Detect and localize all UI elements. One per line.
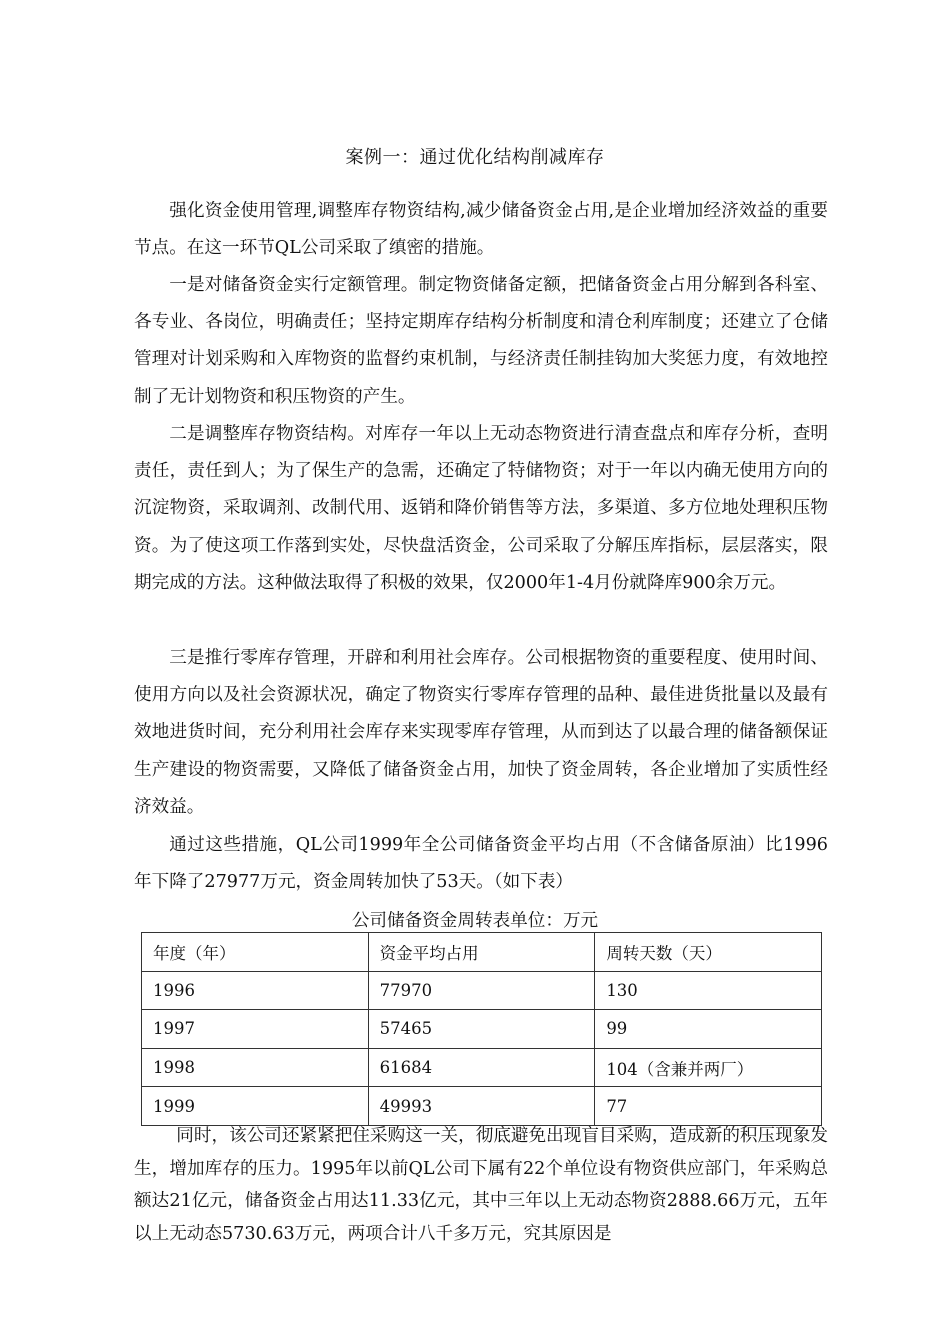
table-caption: 公司储备资金周转表单位：万元 [351, 911, 599, 931]
header-cell-avg-fund: 资金平均占用 [368, 933, 595, 972]
table-cell: 130 [595, 971, 822, 1010]
paragraph-6 [134, 1120, 828, 1250]
table-row [142, 971, 822, 1010]
table-cell: 57465 [368, 1010, 595, 1049]
table-cell: 49993 [368, 1087, 595, 1126]
paragraph-4 [134, 640, 828, 826]
paragraph-text: 三是推行零库存管理，开辟和利用社会库存。公司根据物资的重要程度、使用时间、使用方向以及社会资源状况，确定了物资实行零库存管理的品种、最佳进货批量以及最有效地进货时间，充分利用社会库存来实现零库存管理，从而到达了以最合理的储备额保证生产建设的物资需要，又降低了储备资金占用，加快了资金周转，各企业增加了实质性经济效益。 [134, 648, 828, 817]
paragraph-text: 一是对储备资金实行定额管理。制定物资储备定额，把储备资金占用分解到各科室、各专业、各岗位，明确责任；坚持定期库存结构分析制度和清仓利库制度；还建立了仓储管理对计划采购和入库物资的监督约束机制，与经济责任制挂钩加大奖惩力度，有效地控制了无计划物资和积压物资的产生。 [134, 275, 828, 407]
table-header-row [142, 933, 822, 972]
table-cell: 77970 [368, 971, 595, 1010]
document-title: 案例一：通过优化结构削减库存 [345, 147, 605, 168]
header-cell-year: 年度（年） [142, 933, 369, 972]
table-cell: 1998 [142, 1048, 369, 1087]
paragraph-text: 同时，该公司还紧紧把住采购这一关，彻底避免出现盲目采购，造成新的积压现象发生，增加库存的压力。1995年以前QL公司下属有22个单位设有物资供应部门，年采购总额达21亿元，储备资金占用达11.33亿元，其中三年以上无动态物资2888.66万元，五年以上无动态5730.63万元，两项合计八千多万元，究其原因是 [134, 1126, 828, 1244]
table-row [142, 1010, 822, 1049]
paragraph-3 [134, 416, 828, 602]
paragraph-text: 强化资金使用管理,调整库存物资结构,减少储备资金占用,是企业增加经济效益的重要节点。在这一环节QL公司采取了缜密的措施。 [134, 201, 828, 259]
paragraph-5 [134, 827, 828, 901]
table-cell: 104（含兼并两厂） [595, 1048, 822, 1087]
table-cell: 61684 [368, 1048, 595, 1087]
table-cell: 77 [595, 1087, 822, 1126]
table-cell: 99 [595, 1010, 822, 1049]
paragraph-2 [134, 267, 828, 416]
table-row [142, 1048, 822, 1087]
header-cell-turnover-days: 周转天数（天） [595, 933, 822, 972]
paragraph-text: 通过这些措施，QL公司1999年全公司储备资金平均占用（不含储备原油）比1996年下降了27977万元，资金周转加快了53天。（如下表） [134, 835, 828, 893]
paragraph-1 [134, 193, 828, 267]
paragraph-text: 二是调整库存物资结构。对库存一年以上无动态物资进行清查盘点和库存分析，查明责任，责任到人；为了保生产的急需，还确定了特储物资；对于一年以内确无使用方向的沉淀物资，采取调剂、改制代用、返销和降价销售等方法，多渠道、多方位地处理积压物资。为了使这项工作落到实处，尽快盘活资金，公司采取了分解压库指标，层层落实，限期完成的方法。这种做法取得了积极的效果，仅2000年1-4月份就降库900余万元。 [134, 424, 828, 593]
table-cell: 1996 [142, 971, 369, 1010]
table-cell: 1997 [142, 1010, 369, 1049]
table-cell: 1999 [142, 1087, 369, 1126]
fund-turnover-table [141, 932, 822, 1126]
